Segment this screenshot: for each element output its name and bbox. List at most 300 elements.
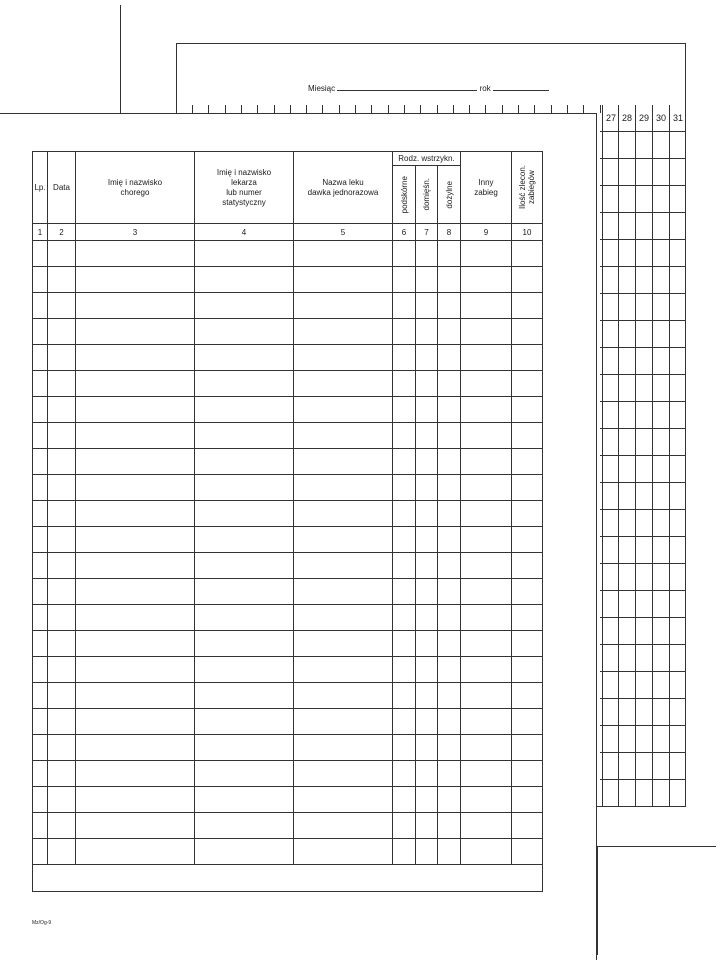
entry-cell[interactable] <box>512 787 543 813</box>
entry-cell[interactable] <box>294 839 393 865</box>
entry-cell[interactable] <box>461 423 512 449</box>
entry-cell[interactable] <box>416 293 438 319</box>
entry-cell[interactable] <box>393 319 416 345</box>
entry-cell[interactable] <box>416 709 438 735</box>
entry-cell[interactable] <box>438 345 461 371</box>
entry-cell[interactable] <box>33 839 48 865</box>
entry-cell[interactable] <box>294 787 393 813</box>
entry-cell[interactable] <box>461 579 512 605</box>
entry-cell[interactable] <box>461 761 512 787</box>
entry-cell[interactable] <box>461 605 512 631</box>
entry-cell[interactable] <box>76 657 195 683</box>
entry-cell[interactable] <box>76 631 195 657</box>
entry-cell[interactable] <box>195 657 294 683</box>
entry-cell[interactable] <box>461 553 512 579</box>
entry-cell[interactable] <box>76 397 195 423</box>
entry-cell[interactable] <box>294 371 393 397</box>
table-row <box>33 241 543 267</box>
entry-cell[interactable] <box>461 683 512 709</box>
column-number: 7 <box>416 224 438 241</box>
entry-cell[interactable] <box>294 683 393 709</box>
entry-cell[interactable] <box>416 683 438 709</box>
entry-cell[interactable] <box>195 839 294 865</box>
day-row-line <box>600 455 686 456</box>
entry-cell[interactable] <box>416 605 438 631</box>
entry-cell[interactable] <box>195 761 294 787</box>
entry-cell[interactable] <box>48 839 76 865</box>
entry-cell[interactable] <box>33 631 48 657</box>
entry-cell[interactable] <box>76 293 195 319</box>
entry-cell[interactable] <box>393 293 416 319</box>
register-body <box>33 241 543 892</box>
day-row-line <box>600 374 686 375</box>
entry-cell[interactable] <box>512 839 543 865</box>
table-row <box>33 657 543 683</box>
day-tick <box>339 105 340 113</box>
entry-cell[interactable] <box>512 761 543 787</box>
entry-cell[interactable] <box>195 553 294 579</box>
entry-cell[interactable] <box>416 371 438 397</box>
entry-cell[interactable] <box>393 501 416 527</box>
entry-cell[interactable] <box>461 631 512 657</box>
entry-cell[interactable] <box>461 839 512 865</box>
entry-cell[interactable] <box>48 579 76 605</box>
entry-cell[interactable] <box>512 267 543 293</box>
entry-cell[interactable] <box>33 527 48 553</box>
entry-cell[interactable] <box>33 605 48 631</box>
entry-cell[interactable] <box>48 605 76 631</box>
day-row-line <box>600 320 686 321</box>
entry-cell[interactable] <box>438 553 461 579</box>
entry-cell[interactable] <box>294 631 393 657</box>
day-tick <box>290 105 291 113</box>
entry-cell[interactable] <box>416 579 438 605</box>
day-column-line <box>602 105 603 807</box>
entry-cell[interactable] <box>512 475 543 501</box>
entry-cell[interactable] <box>416 813 438 839</box>
entry-cell[interactable] <box>33 787 48 813</box>
entry-cell[interactable] <box>416 761 438 787</box>
entry-cell[interactable] <box>76 371 195 397</box>
entry-cell[interactable] <box>195 709 294 735</box>
entry-cell[interactable] <box>512 813 543 839</box>
entry-cell[interactable] <box>461 371 512 397</box>
day-tick <box>322 105 323 113</box>
entry-cell[interactable] <box>438 319 461 345</box>
header-intramuscular-cell <box>416 166 438 224</box>
entry-cell[interactable] <box>416 241 438 267</box>
entry-cell[interactable] <box>76 683 195 709</box>
entry-cell[interactable] <box>33 371 48 397</box>
entry-cell[interactable] <box>76 579 195 605</box>
day-tick <box>420 105 421 113</box>
header-lp: Lp. <box>33 152 48 224</box>
entry-cell[interactable] <box>438 787 461 813</box>
entry-cell[interactable] <box>512 319 543 345</box>
day-row-line <box>600 536 686 537</box>
entry-cell[interactable] <box>33 657 48 683</box>
entry-cell[interactable] <box>416 735 438 761</box>
month-year-row <box>308 84 549 93</box>
entry-cell[interactable] <box>416 527 438 553</box>
entry-cell[interactable] <box>76 319 195 345</box>
entry-cell[interactable] <box>48 813 76 839</box>
entry-cell[interactable] <box>195 241 294 267</box>
table-row <box>33 475 543 501</box>
entry-cell[interactable] <box>512 449 543 475</box>
entry-cell[interactable] <box>33 501 48 527</box>
entry-cell[interactable] <box>33 397 48 423</box>
day-row-line <box>600 347 686 348</box>
entry-cell[interactable] <box>33 709 48 735</box>
entry-cell[interactable] <box>48 553 76 579</box>
entry-cell[interactable] <box>438 605 461 631</box>
entry-cell[interactable] <box>294 267 393 293</box>
entry-cell[interactable] <box>438 839 461 865</box>
entry-cell[interactable] <box>294 423 393 449</box>
entry-cell[interactable] <box>48 527 76 553</box>
entry-cell[interactable] <box>438 683 461 709</box>
day-row-line <box>600 293 686 294</box>
entry-cell[interactable] <box>76 345 195 371</box>
header-date: Data <box>48 152 76 224</box>
column-number: 4 <box>195 224 294 241</box>
day-tick <box>192 105 193 113</box>
day-row-line <box>600 563 686 564</box>
entry-cell[interactable] <box>461 657 512 683</box>
entry-cell[interactable] <box>294 709 393 735</box>
entry-cell[interactable] <box>438 475 461 501</box>
day-row-line <box>600 644 686 645</box>
entry-cell[interactable] <box>195 813 294 839</box>
entry-cell[interactable] <box>438 631 461 657</box>
entry-cell[interactable] <box>195 423 294 449</box>
year-blank <box>493 90 549 91</box>
footer-cell[interactable] <box>33 865 543 892</box>
entry-cell[interactable] <box>76 761 195 787</box>
entry-cell[interactable] <box>48 709 76 735</box>
day-tick <box>388 105 389 113</box>
entry-cell[interactable] <box>48 787 76 813</box>
day-number: 30 <box>655 113 666 123</box>
entry-cell[interactable] <box>195 527 294 553</box>
table-row <box>33 813 543 839</box>
entry-cell[interactable] <box>512 735 543 761</box>
entry-cell[interactable] <box>76 787 195 813</box>
entry-cell[interactable] <box>438 501 461 527</box>
entry-cell[interactable] <box>76 527 195 553</box>
entry-cell[interactable] <box>294 813 393 839</box>
entry-cell[interactable] <box>33 267 48 293</box>
entry-cell[interactable] <box>33 475 48 501</box>
day-row-line <box>600 401 686 402</box>
month-blank <box>337 90 477 91</box>
day-tick <box>567 105 568 113</box>
entry-cell[interactable] <box>416 475 438 501</box>
entry-cell[interactable] <box>48 631 76 657</box>
entry-cell[interactable] <box>512 501 543 527</box>
entry-cell[interactable] <box>416 657 438 683</box>
entry-cell[interactable] <box>195 475 294 501</box>
entry-cell[interactable] <box>48 319 76 345</box>
header-procedure-count-cell <box>512 152 543 224</box>
entry-cell[interactable] <box>48 371 76 397</box>
entry-cell[interactable] <box>393 839 416 865</box>
entry-cell[interactable] <box>512 657 543 683</box>
entry-cell[interactable] <box>416 345 438 371</box>
entry-cell[interactable] <box>393 527 416 553</box>
header-subcutaneous: podskórne <box>399 175 409 214</box>
entry-cell[interactable] <box>33 423 48 449</box>
entry-cell[interactable] <box>393 241 416 267</box>
entry-cell[interactable] <box>48 475 76 501</box>
entry-cell[interactable] <box>461 293 512 319</box>
entry-cell[interactable] <box>438 527 461 553</box>
entry-cell[interactable] <box>393 813 416 839</box>
entry-cell[interactable] <box>461 501 512 527</box>
column-number: 6 <box>393 224 416 241</box>
entry-cell[interactable] <box>195 735 294 761</box>
entry-cell[interactable] <box>48 735 76 761</box>
entry-cell[interactable] <box>393 579 416 605</box>
entry-cell[interactable] <box>195 345 294 371</box>
entry-cell[interactable] <box>416 397 438 423</box>
entry-cell[interactable] <box>294 293 393 319</box>
day-column-line <box>635 105 636 807</box>
entry-cell[interactable] <box>512 423 543 449</box>
entry-cell[interactable] <box>48 241 76 267</box>
entry-cell[interactable] <box>461 527 512 553</box>
entry-cell[interactable] <box>33 319 48 345</box>
table-row <box>33 683 543 709</box>
entry-cell[interactable] <box>33 735 48 761</box>
entry-cell[interactable] <box>48 657 76 683</box>
day-row-line <box>600 482 686 483</box>
entry-cell[interactable] <box>438 579 461 605</box>
day-tick <box>518 105 519 113</box>
entry-cell[interactable] <box>48 501 76 527</box>
entry-cell[interactable] <box>461 449 512 475</box>
entry-cell[interactable] <box>76 605 195 631</box>
entry-cell[interactable] <box>294 397 393 423</box>
column-number: 2 <box>48 224 76 241</box>
table-row <box>33 397 543 423</box>
entry-cell[interactable] <box>416 631 438 657</box>
entry-cell[interactable] <box>33 345 48 371</box>
entry-cell[interactable] <box>48 345 76 371</box>
entry-cell[interactable] <box>393 449 416 475</box>
entry-cell[interactable] <box>438 761 461 787</box>
day-tick <box>583 105 584 113</box>
entry-cell[interactable] <box>76 839 195 865</box>
entry-cell[interactable] <box>461 319 512 345</box>
entry-cell[interactable] <box>416 319 438 345</box>
entry-cell[interactable] <box>393 345 416 371</box>
entry-cell[interactable] <box>461 475 512 501</box>
day-tick <box>600 105 601 113</box>
entry-cell[interactable] <box>195 631 294 657</box>
entry-cell[interactable] <box>294 735 393 761</box>
entry-cell[interactable] <box>76 709 195 735</box>
table-footer-row <box>33 865 543 892</box>
entry-cell[interactable] <box>512 241 543 267</box>
entry-cell[interactable] <box>294 761 393 787</box>
entry-cell[interactable] <box>76 813 195 839</box>
entry-cell[interactable] <box>512 709 543 735</box>
entry-cell[interactable] <box>461 709 512 735</box>
entry-cell[interactable] <box>393 761 416 787</box>
entry-cell[interactable] <box>438 423 461 449</box>
entry-cell[interactable] <box>461 345 512 371</box>
injection-register-table <box>32 151 543 892</box>
entry-cell[interactable] <box>393 683 416 709</box>
entry-cell[interactable] <box>48 449 76 475</box>
entry-cell[interactable] <box>195 579 294 605</box>
entry-cell[interactable] <box>195 449 294 475</box>
entry-cell[interactable] <box>416 501 438 527</box>
entry-cell[interactable] <box>438 813 461 839</box>
table-row <box>33 787 543 813</box>
entry-cell[interactable] <box>393 371 416 397</box>
entry-cell[interactable] <box>48 267 76 293</box>
entry-cell[interactable] <box>461 397 512 423</box>
entry-cell[interactable] <box>512 683 543 709</box>
entry-cell[interactable] <box>461 787 512 813</box>
entry-cell[interactable] <box>294 345 393 371</box>
entry-cell[interactable] <box>33 449 48 475</box>
entry-cell[interactable] <box>76 423 195 449</box>
header-procedure-count: Ilość zlecon. zabiegów <box>518 165 536 210</box>
entry-cell[interactable] <box>416 787 438 813</box>
entry-cell[interactable] <box>76 735 195 761</box>
day-number: 28 <box>621 113 632 123</box>
entry-cell[interactable] <box>195 397 294 423</box>
entry-cell[interactable] <box>438 397 461 423</box>
entry-cell[interactable] <box>393 423 416 449</box>
entry-cell[interactable] <box>512 397 543 423</box>
entry-cell[interactable] <box>33 553 48 579</box>
entry-cell[interactable] <box>512 553 543 579</box>
entry-cell[interactable] <box>195 605 294 631</box>
entry-cell[interactable] <box>33 813 48 839</box>
table-row <box>33 501 543 527</box>
entry-cell[interactable] <box>438 657 461 683</box>
entry-cell[interactable] <box>294 605 393 631</box>
entry-cell[interactable] <box>438 735 461 761</box>
entry-cell[interactable] <box>416 423 438 449</box>
entry-cell[interactable] <box>76 449 195 475</box>
entry-cell[interactable] <box>393 397 416 423</box>
table-row <box>33 449 543 475</box>
entry-cell[interactable] <box>393 267 416 293</box>
entry-cell[interactable] <box>48 683 76 709</box>
entry-cell[interactable] <box>416 267 438 293</box>
entry-cell[interactable] <box>416 553 438 579</box>
entry-cell[interactable] <box>294 579 393 605</box>
entry-cell[interactable] <box>195 319 294 345</box>
entry-cell[interactable] <box>76 501 195 527</box>
entry-cell[interactable] <box>393 631 416 657</box>
entry-cell[interactable] <box>512 605 543 631</box>
entry-cell[interactable] <box>76 475 195 501</box>
entry-cell[interactable] <box>438 709 461 735</box>
entry-cell[interactable] <box>438 241 461 267</box>
entry-cell[interactable] <box>33 293 48 319</box>
day-tick <box>551 105 552 113</box>
entry-cell[interactable] <box>48 761 76 787</box>
entry-cell[interactable] <box>438 293 461 319</box>
entry-cell[interactable] <box>393 709 416 735</box>
bottom-right-rule <box>597 846 716 847</box>
entry-cell[interactable] <box>195 787 294 813</box>
entry-cell[interactable] <box>48 423 76 449</box>
entry-cell[interactable] <box>195 371 294 397</box>
entry-cell[interactable] <box>33 579 48 605</box>
day-tick <box>225 105 226 113</box>
entry-cell[interactable] <box>512 527 543 553</box>
column-number: 9 <box>461 224 512 241</box>
entry-cell[interactable] <box>512 345 543 371</box>
entry-cell[interactable] <box>294 475 393 501</box>
entry-cell[interactable] <box>76 553 195 579</box>
entry-cell[interactable] <box>438 267 461 293</box>
entry-cell[interactable] <box>461 813 512 839</box>
entry-cell[interactable] <box>438 449 461 475</box>
entry-cell[interactable] <box>195 293 294 319</box>
entry-cell[interactable] <box>195 501 294 527</box>
entry-cell[interactable] <box>393 605 416 631</box>
entry-cell[interactable] <box>48 293 76 319</box>
entry-cell[interactable] <box>393 475 416 501</box>
entry-cell[interactable] <box>512 293 543 319</box>
table-row <box>33 631 543 657</box>
entry-cell[interactable] <box>294 319 393 345</box>
header-injection-type: Rodz. wstrzykn. <box>393 152 461 166</box>
entry-cell[interactable] <box>33 761 48 787</box>
entry-cell[interactable] <box>438 371 461 397</box>
entry-cell[interactable] <box>512 579 543 605</box>
entry-cell[interactable] <box>294 527 393 553</box>
entry-cell[interactable] <box>195 267 294 293</box>
column-number: 10 <box>512 224 543 241</box>
entry-cell[interactable] <box>76 241 195 267</box>
entry-cell[interactable] <box>393 553 416 579</box>
entry-cell[interactable] <box>393 735 416 761</box>
entry-cell[interactable] <box>76 267 195 293</box>
entry-cell[interactable] <box>393 787 416 813</box>
entry-cell[interactable] <box>294 241 393 267</box>
entry-cell[interactable] <box>294 657 393 683</box>
entry-cell[interactable] <box>512 631 543 657</box>
entry-cell[interactable] <box>195 683 294 709</box>
entry-cell[interactable] <box>416 839 438 865</box>
entry-cell[interactable] <box>294 449 393 475</box>
entry-cell[interactable] <box>461 267 512 293</box>
entry-cell[interactable] <box>461 735 512 761</box>
table-row <box>33 735 543 761</box>
entry-cell[interactable] <box>461 241 512 267</box>
entry-cell[interactable] <box>393 657 416 683</box>
entry-cell[interactable] <box>512 371 543 397</box>
day-tick <box>241 105 242 113</box>
entry-cell[interactable] <box>294 553 393 579</box>
entry-cell[interactable] <box>416 449 438 475</box>
column-number-row <box>33 224 543 241</box>
entry-cell[interactable] <box>33 683 48 709</box>
entry-cell[interactable] <box>48 397 76 423</box>
entry-cell[interactable] <box>33 241 48 267</box>
entry-cell[interactable] <box>294 501 393 527</box>
